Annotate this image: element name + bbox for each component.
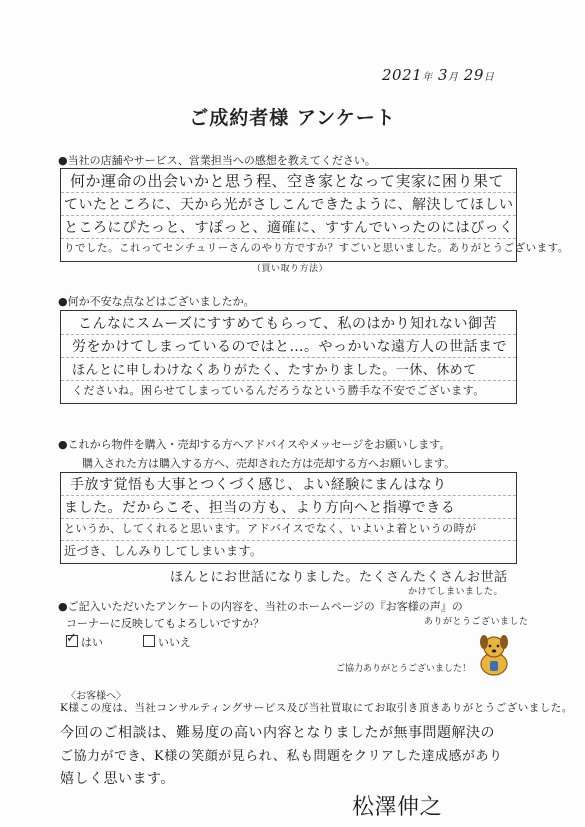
q3-answer-line: 近づき、しんみりしてしまいます。	[64, 544, 263, 558]
staff-message-line: 今回のご相談は、難易度の高い内容となりましたが無事問題解決の	[60, 725, 495, 741]
q1-answer-line: ところにぴたっと、すぽっと、適確に、すすんでいったのにはびっく	[64, 220, 514, 236]
staff-heading: 〈お客様へ〉	[66, 691, 126, 702]
date-day: 29	[463, 66, 484, 84]
q3-answer-line: というか、してくれると思います。アドバイスでなく、いよいよ着というの時が	[64, 522, 477, 535]
date-month: 3	[437, 66, 449, 84]
q2-answer-line: くださいね。困らせてしまっているんだろうなという勝手な不安でございます。	[72, 384, 485, 397]
consent-no-label: いいえ	[158, 636, 191, 649]
q2-label: ●何か不安な点などはございましたか。	[58, 295, 255, 308]
date-nen: 年	[422, 72, 433, 83]
q2-answer-line: こんなにスムーズにすすめてもらって、私のはかり知れない御苦	[78, 316, 497, 332]
q1-answer-line: りでした。これってセンチュリーさんのやり方ですか？すごいと思いました。ありがとうございます。	[64, 242, 569, 254]
consent-question-cont: コーナーに反映してもよろしいですか？	[66, 617, 264, 630]
q3-extra-line: かけてしまいました。	[408, 587, 504, 597]
consent-no-checkbox[interactable]	[143, 635, 155, 647]
page-title: ご成約者様 アンケート	[189, 107, 396, 129]
thanks-message: ご協力ありがとうございました！	[336, 664, 472, 674]
check-mark-icon: ✓	[66, 631, 77, 646]
q1-answer-line: 何か運命の出会いかと思う程、空き家となって実家に困り果て	[70, 172, 505, 190]
consent-no-option[interactable]	[143, 634, 191, 650]
date-hi: 日	[483, 72, 495, 83]
q3-sublabel: 購入された方は購入する方へ、売却された方は売却する方へお願いします。	[82, 457, 456, 470]
q2-answer-line: ほんとに申しわけなくありがたく、たすかりました。一休、休めて	[72, 363, 477, 378]
q2-answer-line: 労をかけてしまっているのではと…。やっかいな遠方人の世話まで	[72, 339, 507, 355]
date-tsuki: 月	[448, 72, 459, 83]
thanks-handwritten: ありがとうございました	[424, 617, 529, 627]
dog-mascot-icon	[470, 630, 518, 678]
staff-message-line: ご協力ができ、K様の笑顔が見られ、私も問題をクリアした達成感があり	[60, 749, 503, 764]
q3-answer-line: 手放す覚悟も大事とつくづく感じ、よい経験にまんはなり	[70, 477, 447, 493]
q3-answer-line: ました。だからこそ、担当の方も、より方向へと指導できる	[64, 500, 456, 516]
q3-label: ●これから物件を購入・売却する方へアドバイスやメッセージをお願いします。	[58, 438, 451, 451]
q3-extra-line: ほんとにお世話になりました。たくさんたくさんお世話	[170, 570, 508, 585]
consent-yes-option[interactable]	[66, 631, 103, 650]
staff-message-line: 嬉しく思います。	[60, 771, 175, 787]
staff-message-line: K様この度は、当社コンサルティングサービス及び当社買取にてお取引き頂きありがとうございました。	[60, 702, 573, 714]
q1-note: （買い取り方法）	[252, 264, 329, 274]
survey-date	[382, 66, 494, 84]
q1-label: ●当社の店舗やサービス、営業担当への感想を教えてください。	[58, 154, 376, 167]
consent-yes-label: はい	[81, 636, 103, 649]
consent-yes-checkbox[interactable]	[66, 631, 78, 647]
q1-answer-line: ていたところに、天から光がさしこんできたように、解決してほしい	[64, 197, 514, 213]
date-year: 2021	[382, 66, 423, 84]
staff-signature: 松澤伸之	[352, 795, 443, 820]
consent-question: ●ご記入いただいたアンケートの内容を、当社のホームページの『お客様の声』の	[58, 600, 463, 613]
